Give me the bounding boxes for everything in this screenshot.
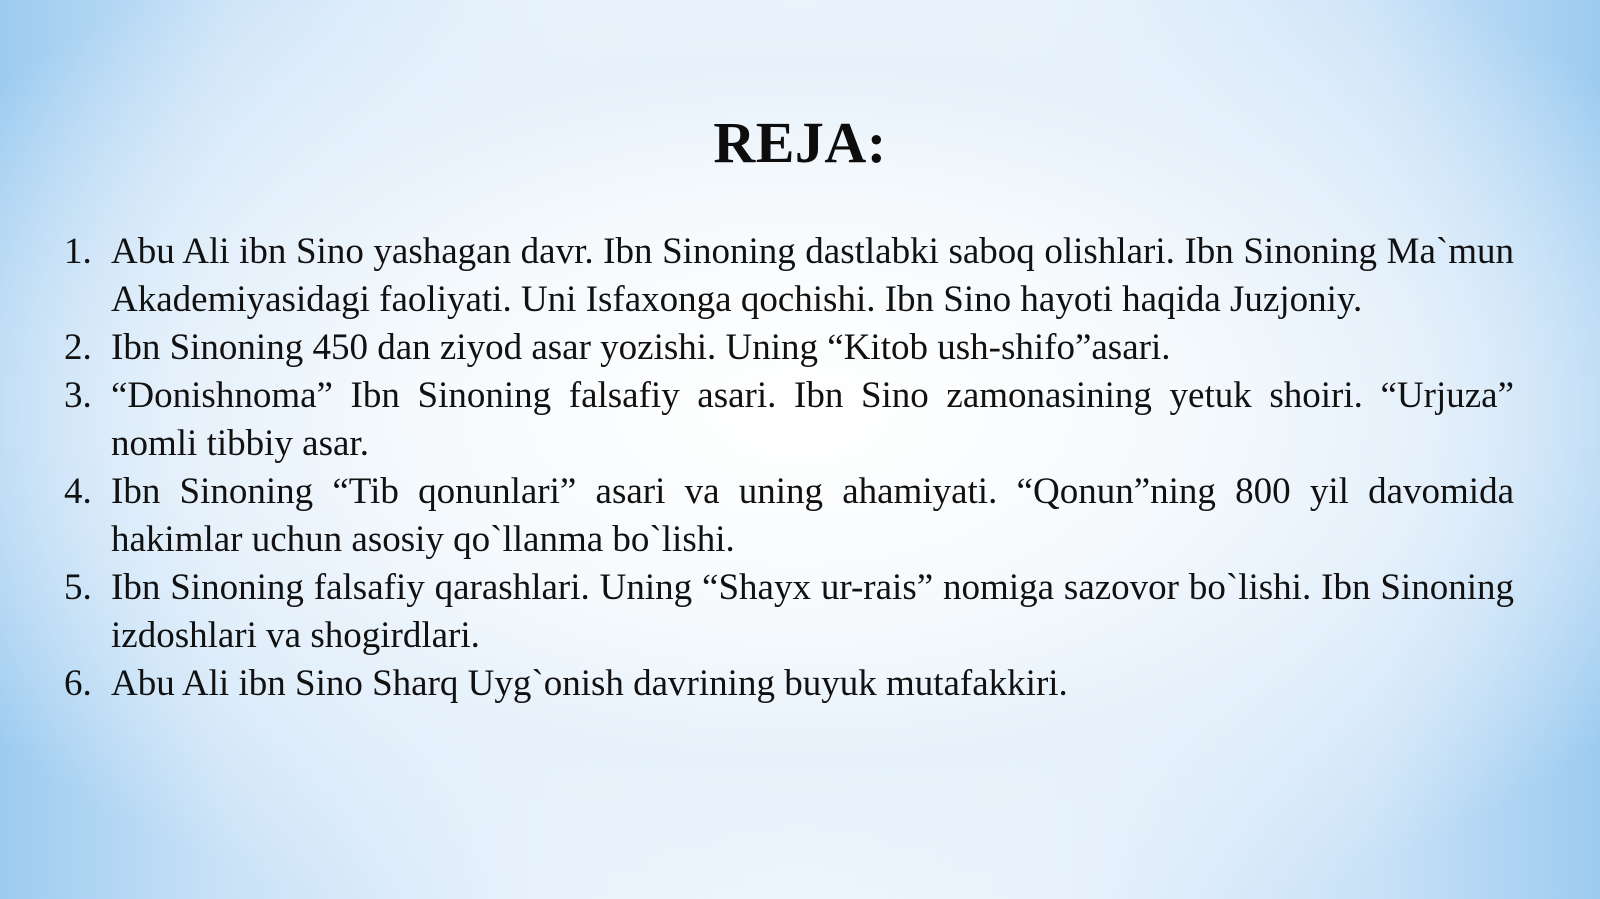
plan-item-text: Ibn Sinoning falsafiy qarashlari. Uning “Shayx ur-rais” nomiga sazovor bo`lishi. Ibn Sinoning izdoshlari va shogirdlari.	[111, 567, 1514, 656]
plan-item-text: Ibn Sinoning “Tib qonunlari” asari va uning ahamiyati. “Qonun”ning 800 yil davomida hakimlar uchun asosiy qo`llanma bo`lishi.	[111, 471, 1514, 560]
plan-item-number: 3.	[64, 375, 92, 416]
plan-item-text: Abu Ali ibn Sino yashagan davr. Ibn Sinoning dastlabki saboq olishlari. Ibn Sinoning Ma`mun Akademiyasidagi faoliyati. Uni Isfaxonga qochishi. Ibn Sino hayoti haqida Juzjoniy.	[111, 231, 1514, 320]
slide-title: REJA:	[713, 110, 887, 175]
plan-item-number: 4.	[64, 471, 92, 512]
plan-item-text: Abu Ali ibn Sino Sharq Uyg`onish davrining buyuk mutafakkiri.	[111, 663, 1068, 704]
plan-item-number: 2.	[64, 327, 92, 368]
plan-item-5	[64, 564, 1514, 660]
plan-item-2	[64, 324, 1514, 372]
plan-item-number: 1.	[64, 231, 92, 272]
plan-item-1	[64, 228, 1514, 324]
plan-item-number: 5.	[64, 567, 92, 608]
plan-item-text: “Donishnoma” Ibn Sinoning falsafiy asari. Ibn Sino zamonasining yetuk shoiri. “Urjuza” nomli tibbiy asar.	[111, 375, 1514, 464]
plan-item-number: 6.	[64, 663, 92, 704]
plan-item-6	[64, 660, 1514, 708]
plan-list	[64, 228, 1514, 708]
plan-item-3	[64, 372, 1514, 468]
plan-item-text: Ibn Sinoning 450 dan ziyod asar yozishi. Uning “Kitob ush-shifo”asari.	[111, 327, 1171, 368]
plan-item-4	[64, 468, 1514, 564]
